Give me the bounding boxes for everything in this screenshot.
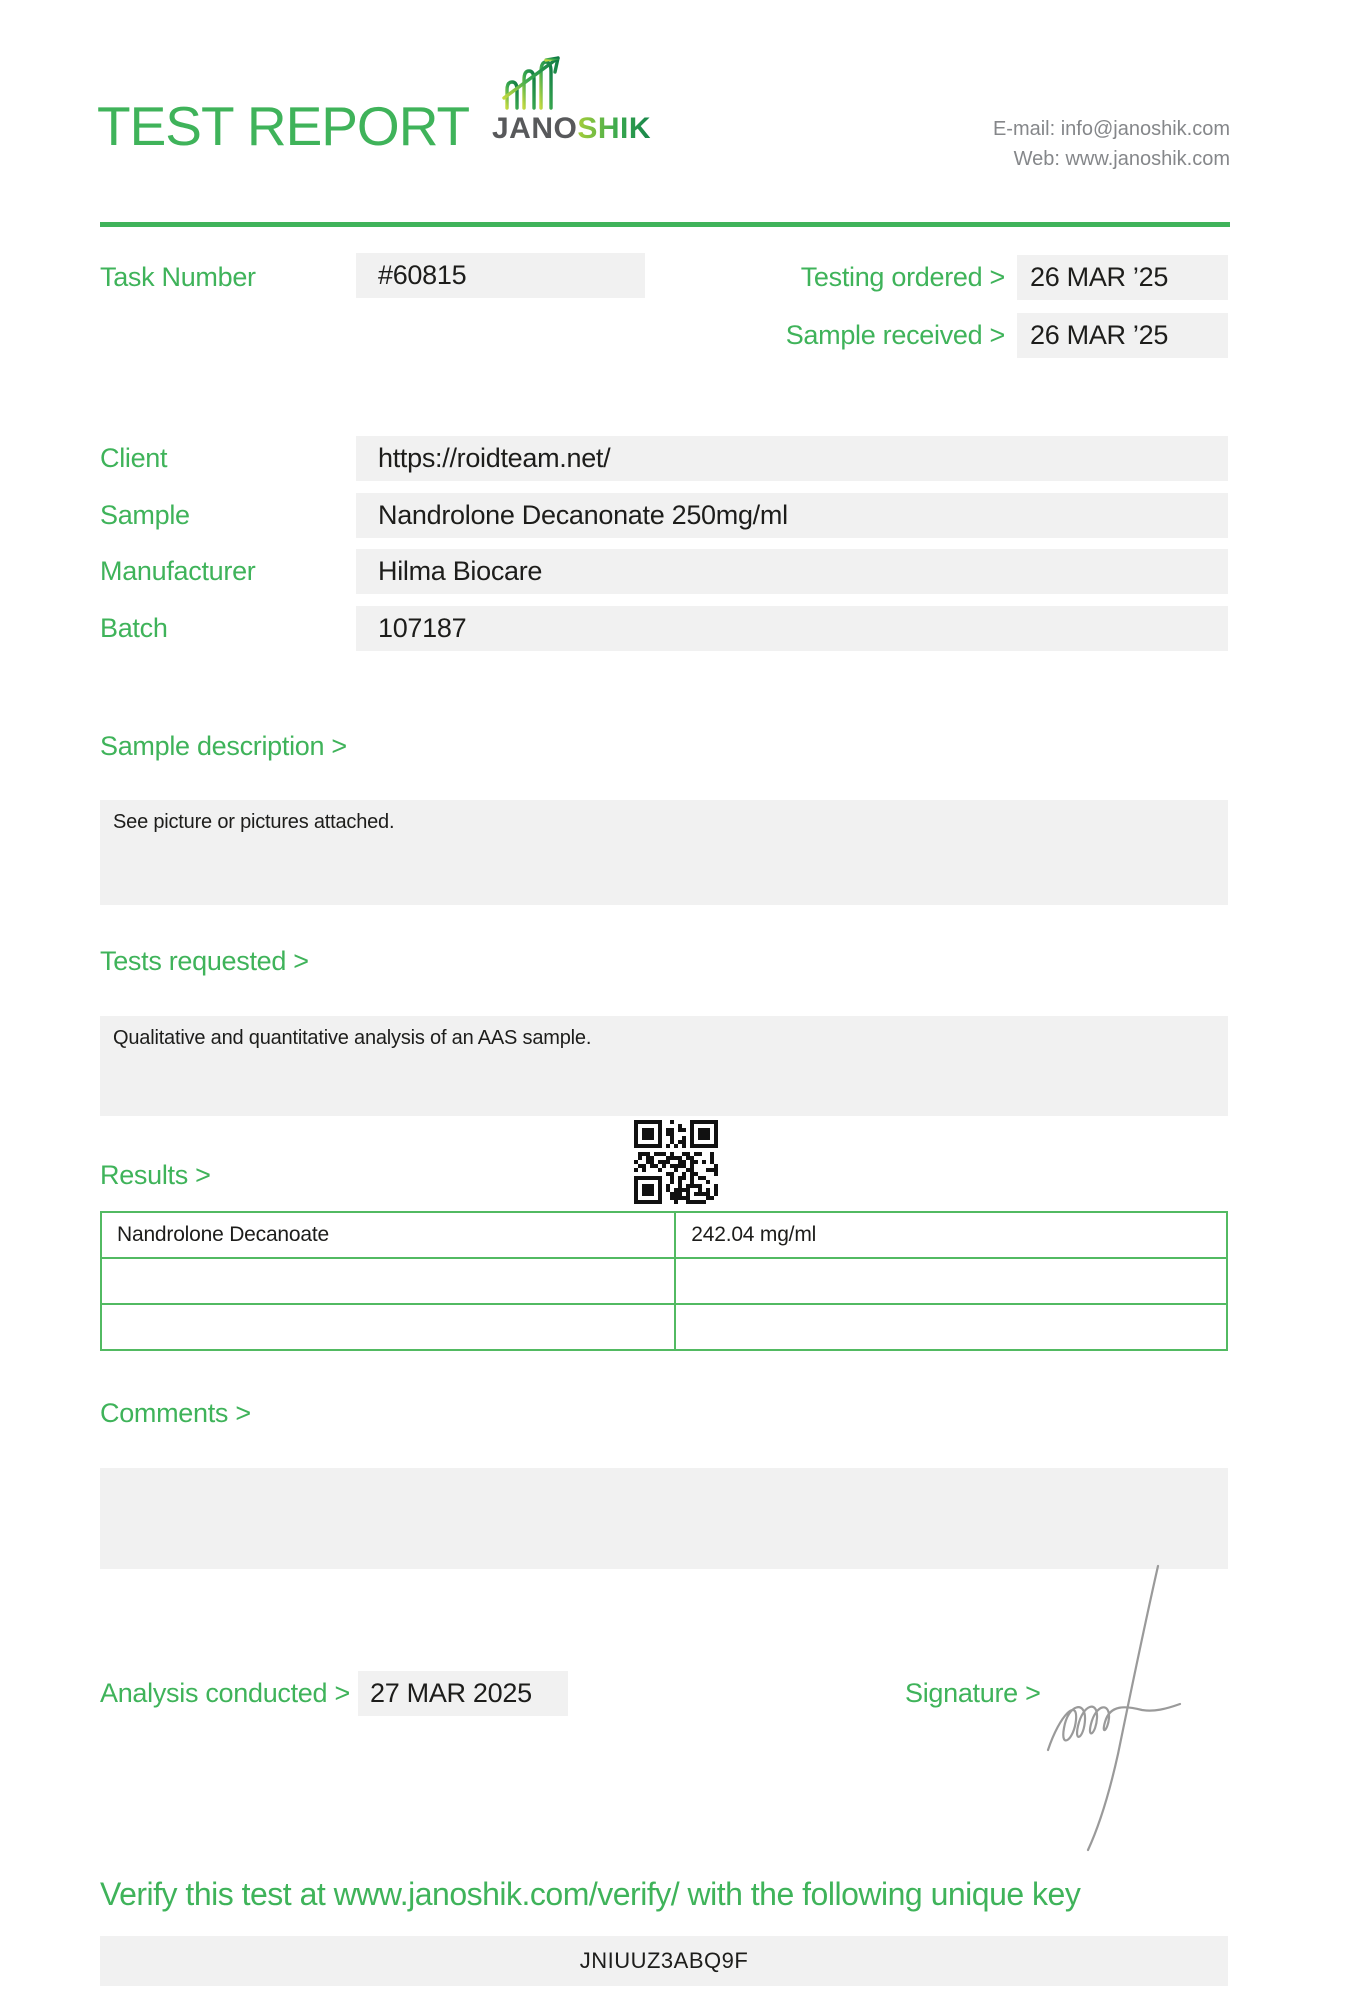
testing-ordered-value: 26 MAR ’25 bbox=[1017, 255, 1228, 300]
sample-description-text: See picture or pictures attached. bbox=[113, 811, 395, 833]
client-label: Client bbox=[100, 443, 168, 473]
batch-value: 107187 bbox=[356, 606, 1228, 651]
tests-requested-text: Qualitative and quantitative analysis of an AAS sample. bbox=[113, 1027, 592, 1049]
mountain-chart-icon bbox=[500, 52, 566, 110]
client-value: https://roidteam.net/ bbox=[356, 436, 1228, 481]
results-heading: Results > bbox=[100, 1160, 211, 1190]
comments-heading: Comments > bbox=[100, 1398, 251, 1428]
signature-image bbox=[1030, 1558, 1210, 1858]
task-number-label: Task Number bbox=[100, 262, 256, 292]
result-value-cell bbox=[675, 1304, 1227, 1350]
sample-received-value: 26 MAR ’25 bbox=[1017, 313, 1228, 358]
signature-label: Signature > bbox=[905, 1678, 1041, 1708]
results-row bbox=[101, 1258, 1227, 1304]
analysis-date-value: 27 MAR 2025 bbox=[358, 1671, 568, 1716]
results-row bbox=[101, 1212, 1227, 1258]
sample-label: Sample bbox=[100, 500, 190, 530]
page-title: TEST REPORT bbox=[97, 95, 470, 157]
logo-word-green: SHIK bbox=[577, 112, 652, 145]
sample-value: Nandrolone Decanonate 250mg/ml bbox=[356, 493, 1228, 538]
result-value-cell bbox=[675, 1258, 1227, 1304]
logo-word-dark: JANO bbox=[492, 112, 578, 145]
sample-description-box bbox=[100, 800, 1228, 905]
qr-code bbox=[634, 1120, 718, 1204]
logo-wordmark bbox=[492, 112, 651, 146]
batch-label: Batch bbox=[100, 613, 168, 643]
verify-heading: Verify this test at www.janoshik.com/verify/ with the following unique key bbox=[100, 1876, 1081, 1912]
result-value-cell: 242.04 mg/ml bbox=[675, 1212, 1227, 1258]
result-analyte-cell: Nandrolone Decanoate bbox=[101, 1212, 675, 1258]
sample-received-label: Sample received > bbox=[785, 320, 1005, 350]
testing-ordered-label: Testing ordered > bbox=[800, 262, 1005, 292]
sample-description-heading: Sample description > bbox=[100, 731, 347, 761]
contact-email: E-mail: info@janoshik.com bbox=[992, 118, 1230, 140]
manufacturer-value: Hilma Biocare bbox=[356, 549, 1228, 594]
results-table bbox=[100, 1211, 1228, 1351]
result-analyte-cell bbox=[101, 1304, 675, 1350]
tests-requested-box bbox=[100, 1016, 1228, 1116]
contact-web: Web: www.janoshik.com bbox=[1013, 148, 1230, 170]
comments-box bbox=[100, 1468, 1228, 1569]
janoshik-logo bbox=[492, 50, 672, 150]
results-row bbox=[101, 1304, 1227, 1350]
analysis-conducted-label: Analysis conducted > bbox=[100, 1678, 350, 1708]
manufacturer-label: Manufacturer bbox=[100, 556, 256, 586]
result-analyte-cell bbox=[101, 1258, 675, 1304]
tests-requested-heading: Tests requested > bbox=[100, 946, 309, 976]
comments-text bbox=[100, 1468, 1228, 1479]
header-divider bbox=[100, 222, 1230, 227]
verify-key-value: JNIUUZ3ABQ9F bbox=[100, 1936, 1228, 1986]
contact-block bbox=[993, 114, 1230, 174]
task-number-value: #60815 bbox=[356, 253, 645, 298]
